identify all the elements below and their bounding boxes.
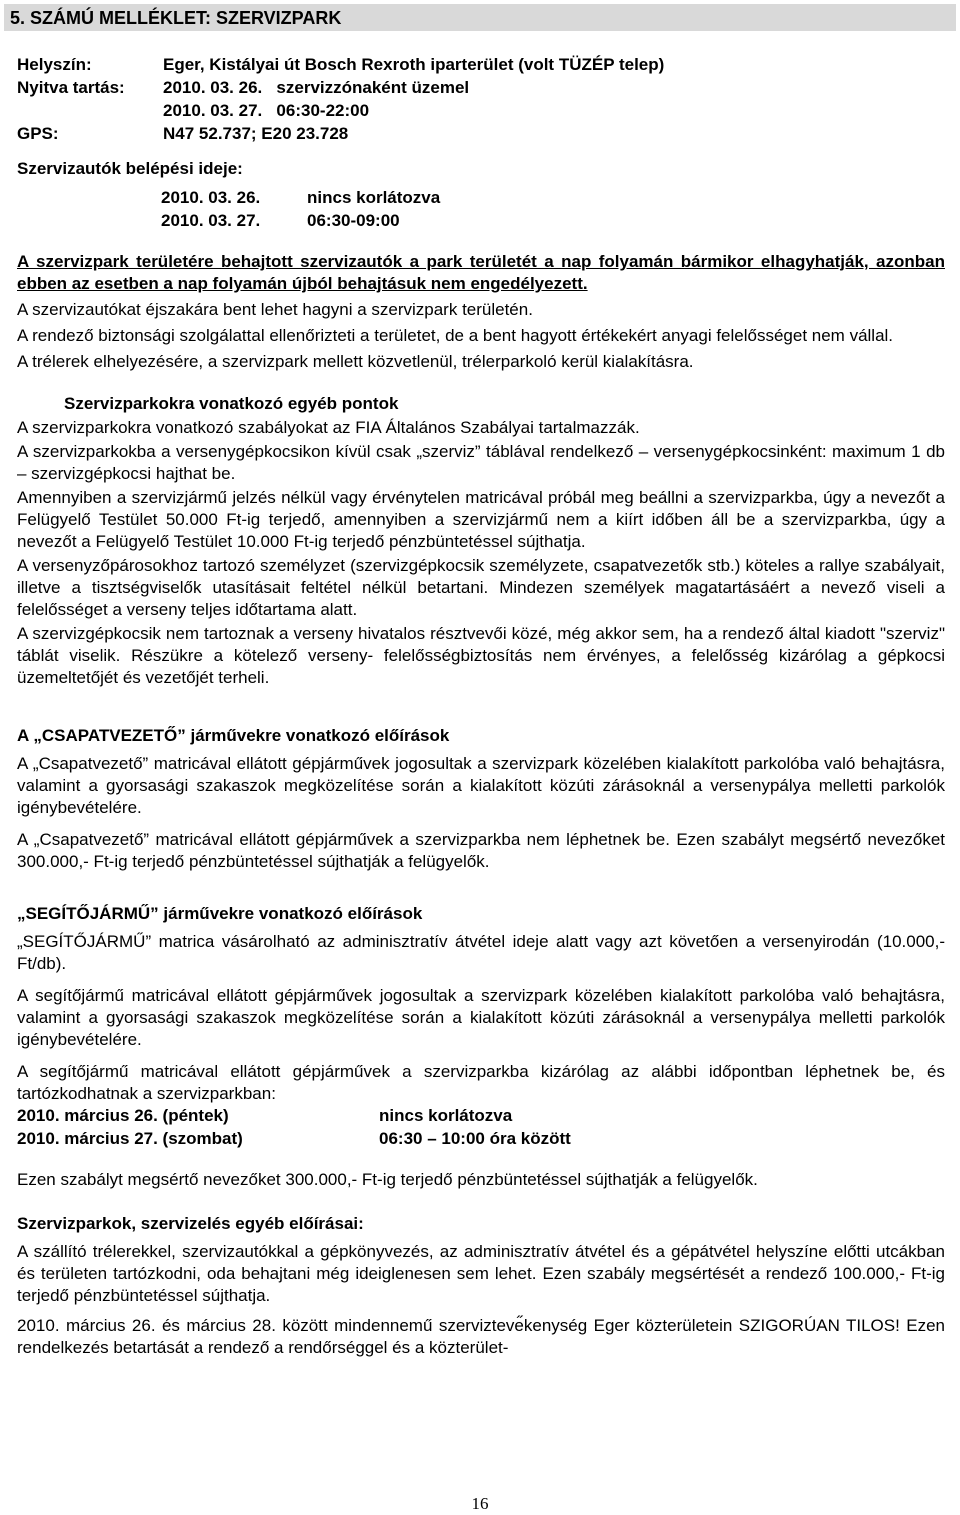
insurance-paragraph: A szervizgépkocsik nem tartoznak a verseny hivatalos résztvevői közé, még akkor sem, ha a rendező által kiadott "szerviz" táblát viselik. Részükre a kötelező verseny- felelősségbiztosítás nem érvényes, a felelősség kizárólag a gépkocsi üzemeltetőjét és vezetőjét terheli. [17, 624, 945, 687]
support-date: 2010. március 26. (péntek) [17, 1106, 229, 1125]
hours-line-2: 2010. 03. 27. 06:30-22:00 [163, 101, 370, 120]
support-date-row [17, 1105, 945, 1128]
support-date-row [17, 1128, 945, 1151]
location-label: Helyszín: [17, 55, 92, 74]
entry-times-block [17, 158, 945, 233]
entry-value: 06:30-09:00 [307, 211, 400, 230]
entry-date: 2010. 03. 27. [161, 211, 261, 230]
hours-line-1: 2010. 03. 26. szervizzónaként üzemel [163, 78, 470, 97]
hours-label: Nyitva tartás: [17, 78, 125, 97]
team-manager-paragraph-2: A „Csapatvezető” matricával ellátott gépjárművek a szervizparkba nem léphetnek be. Ezen szabályt megsértő nevezőket 300.000,- Ft-ig terjedő pénzbüntetéssel sújthatják a felügyelők. [17, 830, 945, 871]
servicing-heading: Szervizparkok, szervizelés egyéb előírásai: [17, 1214, 364, 1233]
gps-label: GPS: [17, 124, 59, 143]
support-date: 2010. március 27. (szombat) [17, 1129, 243, 1148]
servicing-paragraph-1: A szállító trélerekkel, szervizautókkal a gépkönyvezés, az adminisztratív átvétel és a gépátvétel helyszíne előtti utcákban és területen tartózkodni, oda behajtani még ideiglenesen sem lehet. Ezen szabály megsértését a rendező 100.000,- Ft-ig terjedő pénzbüntetéssel sújthatja. [17, 1242, 945, 1305]
team-manager-paragraph-1: A „Csapatvezető” matricával ellátott gépjárművek jogosultak a szervizpark közelében kialakított parkolóba való behajtásra, valamint a gyorsasági szakaszok megközelítése során a kialakított közúti zárásoknál a versenypálya melletti parkolók igénybevételére. [17, 754, 945, 817]
location-value: Eger, Kistályai út Bosch Rexroth iparterület (volt TÜZÉP telep) [163, 55, 665, 74]
service-car-paragraph: A szervizparkokba a versenygépkocsikon kívül csak „szerviz” táblával rendelkező – versenygépkocsinként: maximum 1 db – szervizgépkocsi hajthat be. [17, 442, 945, 483]
gps-value: N47 52.737; E20 23.728 [163, 124, 349, 143]
crew-conduct-paragraph: A versenyzőpárosokhoz tartozó személyzet (szervizgépkocsik személyzete, csapatvezetők stb.) köteles a rallye szabályait, illetve a tisztségviselők utasításait feltétel nélkül betartani. Mindezen személyek magatartásáért a nevező viseli a felelősséget a verseny teljes időtartama alatt. [17, 556, 945, 619]
support-date-value: nincs korlátozva [379, 1106, 513, 1125]
entry-times-heading: Szervizautók belépési ideje: [17, 159, 243, 178]
security-paragraph: A rendező biztonsági szolgálattal ellenőrizteti a területet, de a bent hagyott értékekért anyagi felelősséget nem vállal. [17, 326, 894, 345]
annex-header-bar [4, 4, 956, 31]
servicing-paragraph-2: 2010. március 26. és március 28. között mindennemű szervizteve̋kenység Eger közterületein SZIGORÚAN TILOS! Ezen rendelkezés betartását a rendező a rendőrséggel és a közterület- [17, 1316, 945, 1357]
support-vehicle-paragraph-2: A segítőjármű matricával ellátott gépjárművek jogosultak a szervizpark közelében kialakított parkolóba való behajtásra, valamint a gyorsasági szakaszok megközelítése során a kialakított közúti zárásoknál a versenypálya melletti parkolók igénybevételére. [17, 986, 945, 1049]
document-body [17, 54, 945, 1359]
support-vehicle-paragraph-3: A segítőjármű matricával ellátott gépjárművek a szervizparkba kizárólag az alábbi időpontban léphetnek be, és tartózkodhatnak a szervizparkban: [17, 1062, 945, 1103]
entry-value: nincs korlátozva [307, 188, 441, 207]
team-manager-heading: A „CSAPATVEZETŐ” járművekre vonatkozó előírások [17, 726, 450, 745]
annex-title: 5. SZÁMÚ MELLÉKLET: SZERVIZPARK [10, 8, 342, 28]
fia-rules-paragraph: A szervizparkokra vonatkozó szabályokat az FIA Általános Szabályai tartalmazzák. [17, 418, 640, 437]
support-vehicle-heading: „SEGÍTŐJÁRMŰ” járművekre vonatkozó előírások [17, 904, 423, 923]
penalty-paragraph: Amennyiben a szervizjármű jelzés nélkül vagy érvénytelen matricával próbál meg beállni a szervizparkba, úgy a nevezőt a Felügyelő Testület 50.000 Ft-ig terjedő, amennyiben a szervizjármű nem a kiírt időben áll be a szervizparkba, úgy a nevezőt a Felügyelő Testület 10.000 Ft-ig terjedő pénzbüntetéssel sújthatja. [17, 488, 945, 551]
entry-date: 2010. 03. 26. [161, 188, 261, 207]
support-vehicle-paragraph-1: „SEGÍTŐJÁRMŰ” matrica vásárolható az adminisztratív átvétel ideje alatt vagy azt követően a versenyirodán (10.000,- Ft/db). [17, 932, 945, 973]
other-points-heading: Szervizparkokra vonatkozó egyéb pontok [64, 394, 399, 413]
no-reentry-rule: A szervizpark területére behajtott szervizautók a park területét a nap folyamán bármikor elhagyhatják, azonban ebben az esetben a nap folyamán újból behajtásuk nem engedélyezett. [17, 252, 945, 293]
overnight-paragraph: A szervizautókat éjszakára bent lehet hagyni a szervizpark területén. [17, 300, 533, 319]
page-number: 16 [471, 1494, 489, 1513]
trailer-paragraph: A trélerek elhelyezésére, a szervizpark mellett közvetlenül, trélerparkoló kerül kialakításra. [17, 352, 694, 371]
support-date-value: 06:30 – 10:00 óra között [379, 1129, 571, 1148]
support-penalty-paragraph: Ezen szabályt megsértő nevezőket 300.000,- Ft-ig terjedő pénzbüntetéssel sújthatják a felügyelők. [17, 1170, 758, 1189]
info-block [17, 54, 945, 146]
